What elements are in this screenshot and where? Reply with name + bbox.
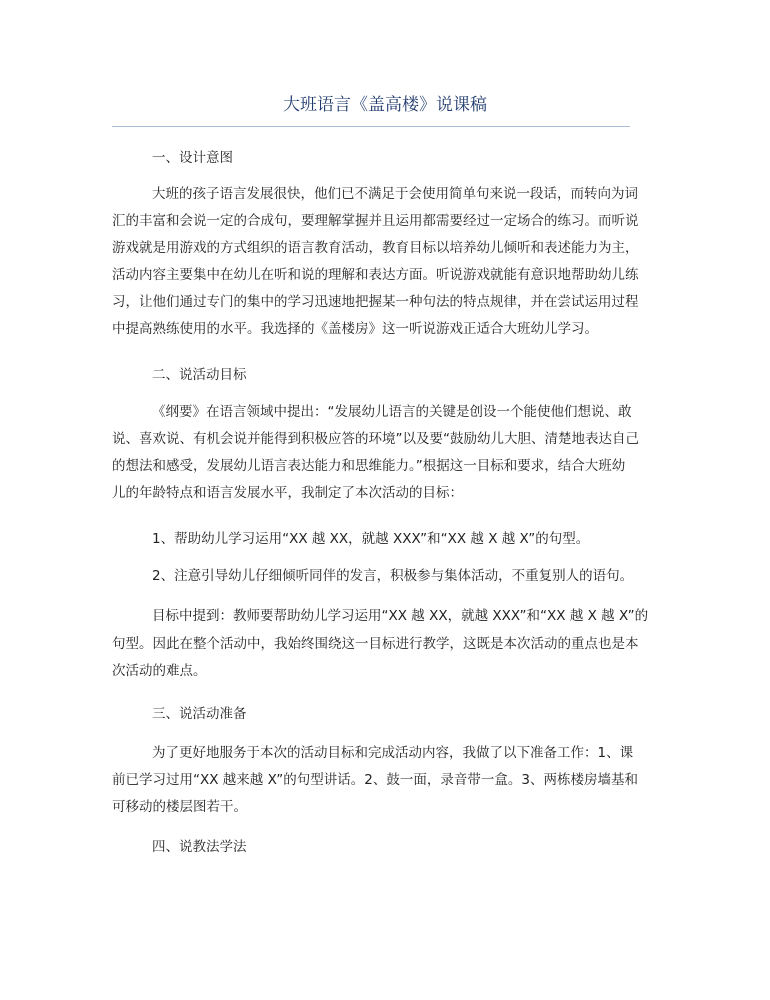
paragraph-line: 可移动的楼层图若干。: [112, 799, 247, 815]
paragraph-line: 前已学习过用“XX 越来越 X”的句型讲话。2、鼓一面，录音带一盒。3、两栋楼房墙基和: [112, 772, 638, 788]
paragraph-line: 为了更好地服务于本次的活动目标和完成活动内容，我做了以下准备工作：1、课: [152, 745, 634, 761]
paragraph-line: 游戏就是用游戏的方式组织的语言教育活动，教育目标以培养幼儿倾听和表述能力为主，: [112, 240, 639, 256]
page-title: 大班语言《盖高楼》说课稿: [283, 95, 487, 115]
section-heading-activity-prep: 三、说活动准备: [152, 706, 247, 722]
section-heading-activity-goals: 二、说活动目标: [152, 367, 247, 383]
paragraph-line: 活动内容主要集中在幼儿在听和说的理解和表达方面。听说游戏就能有意识地帮助幼儿练: [112, 267, 639, 283]
title-divider: [112, 126, 630, 127]
section-heading-teaching-methods: 四、说教法学法: [152, 839, 247, 855]
paragraph-line: 《纲要》在语言领域中提出：“发展幼儿语言的关键是创设一个能使他们想说、敢: [152, 404, 632, 420]
paragraph-line: 大班的孩子语言发展很快，他们已不满足于会使用简单句来说一段话，而转向为词: [152, 186, 638, 202]
paragraph-line: 句型。因此在整个活动中，我始终围绕这一目标进行教学，这既是本次活动的重点也是本: [112, 636, 639, 652]
goal-item-1: 1、帮助幼儿学习运用“XX 越 XX，就越 XXX”和“XX 越 X 越 X”的句型。: [152, 531, 590, 547]
paragraph-line: 汇的丰富和会说一定的合成句，要理解掌握并且运用都需要经过一定场合的练习。而听说: [112, 213, 639, 229]
paragraph-line: 儿的年龄特点和语言发展水平，我制定了本次活动的目标：: [112, 485, 463, 501]
paragraph-line: 中提高熟练使用的水平。我选择的《盖楼房》这一听说游戏正适合大班幼儿学习。: [112, 321, 598, 337]
paragraph-line: 目标中提到：教师要帮助幼儿学习运用“XX 越 XX，就越 XXX”和“XX 越 X 越 X”的: [152, 608, 649, 624]
goal-item-2: 2、注意引导幼儿仔细倾听同伴的发言，积极参与集体活动，不重复别人的语句。: [152, 568, 634, 584]
paragraph-line: 的想法和感受，发展幼儿语言表达能力和思维能力。”根据这一目标和要求，结合大班幼: [112, 458, 626, 474]
paragraph-line: 说、喜欢说、有机会说并能得到积极应答的环境”以及要“鼓励幼儿大胆、清楚地表达自己: [112, 431, 639, 447]
paragraph-line: 习，让他们通过专门的集中的学习迅速地把握某一种句法的特点规律，并在尝试运用过程: [112, 294, 639, 310]
paragraph-line: 次活动的难点。: [112, 663, 207, 679]
section-heading-design-intent: 一、设计意图: [152, 150, 233, 166]
